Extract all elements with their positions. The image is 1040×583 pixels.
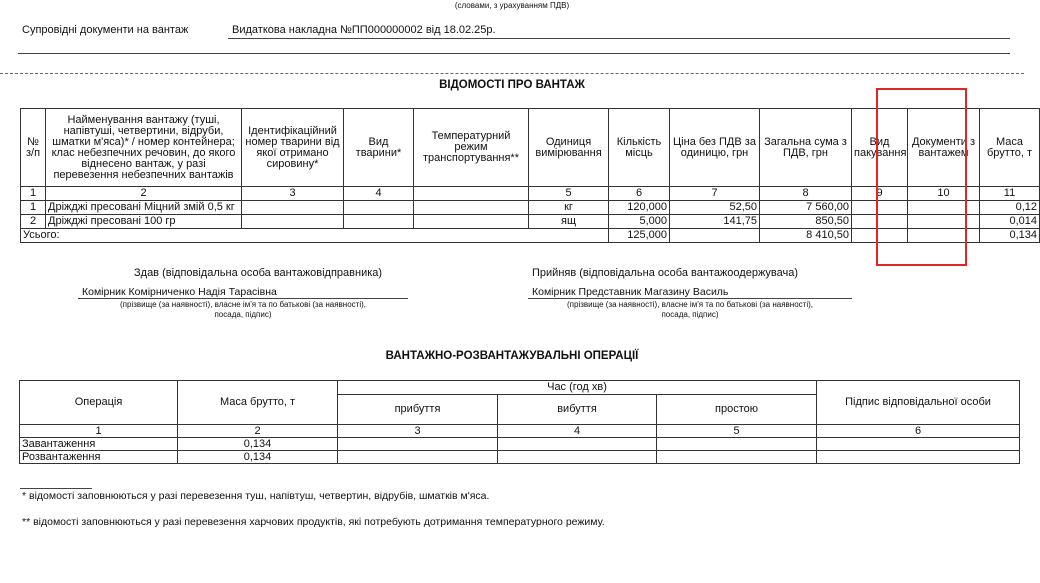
- ops-header-row-1: [20, 381, 1020, 395]
- col-num: 1: [20, 425, 178, 438]
- col-num: 4: [344, 187, 414, 201]
- footnote-2: ** відомості заповнюються у разі перевезення харчових продуктів, які потребують дотримання температурного режиму.: [22, 516, 605, 528]
- ops-cell: [498, 438, 657, 451]
- header-unit: Одиниця вимірювання: [529, 109, 609, 187]
- total-empty: [670, 229, 760, 243]
- table-row: [20, 451, 1020, 464]
- footnote-divider: [20, 488, 92, 489]
- ops-header-signature: Підпис відповідальної особи: [817, 381, 1020, 425]
- col-num: 8: [760, 187, 852, 201]
- handed-name: Комірник Комірниченко Надія Тарасівна: [82, 286, 277, 298]
- cargo-table: [20, 108, 1040, 243]
- row-temperature: [414, 215, 529, 229]
- row-price: 52,50: [670, 201, 760, 215]
- ops-header-idle: простою: [657, 395, 817, 425]
- row-sum: 7 560,00: [760, 201, 852, 215]
- table-row: [21, 201, 1040, 215]
- header-animal-type: Вид тварини*: [344, 109, 414, 187]
- header-price: Ціна без ПДВ за одиницю, грн: [670, 109, 760, 187]
- ops-col-numbers: [20, 425, 1020, 438]
- col-num: 2: [178, 425, 338, 438]
- ops-header-departure: вибуття: [498, 395, 657, 425]
- ops-operation: Завантаження: [20, 438, 178, 451]
- col-num: 4: [498, 425, 657, 438]
- row-price: 141,75: [670, 215, 760, 229]
- ops-cell: [338, 438, 498, 451]
- footnote-1: * відомості заповнюються у разі перевезення туш, напівтуш, четвертин, відрубів, шматків м'яса.: [22, 490, 490, 502]
- row-animal-type: [344, 201, 414, 215]
- operations-table: [19, 380, 1020, 464]
- cargo-col-numbers: [21, 187, 1040, 201]
- handed-line: [78, 298, 408, 299]
- accompanying-docs-value: Видаткова накладна №ПП000000002 від 18.02.25р.: [232, 24, 496, 36]
- col-num: 3: [242, 187, 344, 201]
- col-num: [414, 187, 529, 201]
- row-mass: 0,014: [980, 215, 1040, 229]
- col-num: 6: [609, 187, 670, 201]
- section-divider: [0, 73, 1024, 74]
- header-animal-id: Ідентифікаційний номер тварини від якої отримано сировину*: [242, 109, 344, 187]
- total-mass: 0,134: [980, 229, 1040, 243]
- row-no: 1: [21, 201, 46, 215]
- row-animal-id: [242, 201, 344, 215]
- received-line: [528, 298, 852, 299]
- total-qty: 125,000: [609, 229, 670, 243]
- ops-operation: Розвантаження: [20, 451, 178, 464]
- total-empty: [908, 229, 980, 243]
- ops-cell: [817, 451, 1020, 464]
- col-num: 1: [21, 187, 46, 201]
- row-unit: ящ: [529, 215, 609, 229]
- row-name: Дріжджі пресовані 100 гр: [46, 215, 242, 229]
- operations-section-title: ВАНТАЖНО-РОЗВАНТАЖУВАЛЬНІ ОПЕРАЦІЇ: [385, 350, 639, 362]
- ops-header-mass: Маса брутто, т: [178, 381, 338, 425]
- row-documents: [908, 201, 980, 215]
- ops-mass: 0,134: [178, 451, 338, 464]
- row-animal-id: [242, 215, 344, 229]
- header-qty: Кількість місць: [609, 109, 670, 187]
- handed-title: Здав (відповідальна особа вантажовідправника): [134, 267, 383, 279]
- ops-cell: [817, 438, 1020, 451]
- row-qty: 120,000: [609, 201, 670, 215]
- col-num: 10: [908, 187, 980, 201]
- received-name: Комірник Представник Магазину Василь: [532, 286, 729, 298]
- header-packaging: Вид пакування: [852, 109, 908, 187]
- ops-header-time: Час (год хв): [338, 381, 817, 395]
- ops-cell: [338, 451, 498, 464]
- table-row: [20, 438, 1020, 451]
- total-empty: [852, 229, 908, 243]
- row-temperature: [414, 201, 529, 215]
- row-qty: 5,000: [609, 215, 670, 229]
- accompanying-line-2: [18, 53, 1010, 54]
- received-title: Прийняв (відповідальна особа вантажоодержувача): [532, 267, 799, 279]
- header-documents: Документи з вантажем: [908, 109, 980, 187]
- ops-mass: 0,134: [178, 438, 338, 451]
- header-sum: Загальна сума з ПДВ, грн: [760, 109, 852, 187]
- handed-hint-1: (прізвище (за наявності), власне ім'я та по батькові (за наявності),: [120, 300, 366, 309]
- col-num: 2: [46, 187, 242, 201]
- row-unit: кг: [529, 201, 609, 215]
- col-num: 3: [338, 425, 498, 438]
- header-no: № з/п: [21, 109, 46, 187]
- cargo-section-title: ВІДОМОСТІ ПРО ВАНТАЖ: [439, 79, 585, 91]
- row-packaging: [852, 201, 908, 215]
- accompanying-underline: [228, 38, 1010, 39]
- total-sum: 8 410,50: [760, 229, 852, 243]
- col-num: 7: [670, 187, 760, 201]
- col-num: 11: [980, 187, 1040, 201]
- row-animal-type: [344, 215, 414, 229]
- handed-hint-2: посада, підпис): [214, 310, 272, 319]
- total-label: Усього:: [21, 229, 609, 243]
- received-hint-2: посада, підпис): [661, 310, 719, 319]
- cargo-header-row: [21, 109, 1040, 187]
- ops-header-operation: Операція: [20, 381, 178, 425]
- row-documents: [908, 215, 980, 229]
- accompanying-docs-label: Супровідні документи на вантаж: [22, 24, 189, 36]
- ops-cell: [498, 451, 657, 464]
- total-row: [21, 229, 1040, 243]
- row-name: Дріжджі пресовані Міцний змій 0,5 кг: [46, 201, 242, 215]
- row-no: 2: [21, 215, 46, 229]
- table-row: [21, 215, 1040, 229]
- header-temperature: Температурний режим транспортування**: [414, 109, 529, 187]
- row-packaging: [852, 215, 908, 229]
- col-num: 5: [657, 425, 817, 438]
- col-num: 6: [817, 425, 1020, 438]
- row-mass: 0,12: [980, 201, 1040, 215]
- header-name: Найменування вантажу (туші, напівтуші, четвертини, відруби, шматки м'яса)* / номер контейнера; клас небезпечних речовин, до якого віднесено вантаж, у разі перевезення небезпечних вантажів: [46, 109, 242, 187]
- top-note: (словами, з урахуванням ПДВ): [454, 1, 570, 10]
- received-hint-1: (прізвище (за наявності), власне ім'я та по батькові (за наявності),: [567, 300, 813, 309]
- ops-header-arrival: прибуття: [338, 395, 498, 425]
- ops-cell: [657, 451, 817, 464]
- col-num: 9: [852, 187, 908, 201]
- header-mass: Маса брутто, т: [980, 109, 1040, 187]
- col-num: 5: [529, 187, 609, 201]
- ops-cell: [657, 438, 817, 451]
- row-sum: 850,50: [760, 215, 852, 229]
